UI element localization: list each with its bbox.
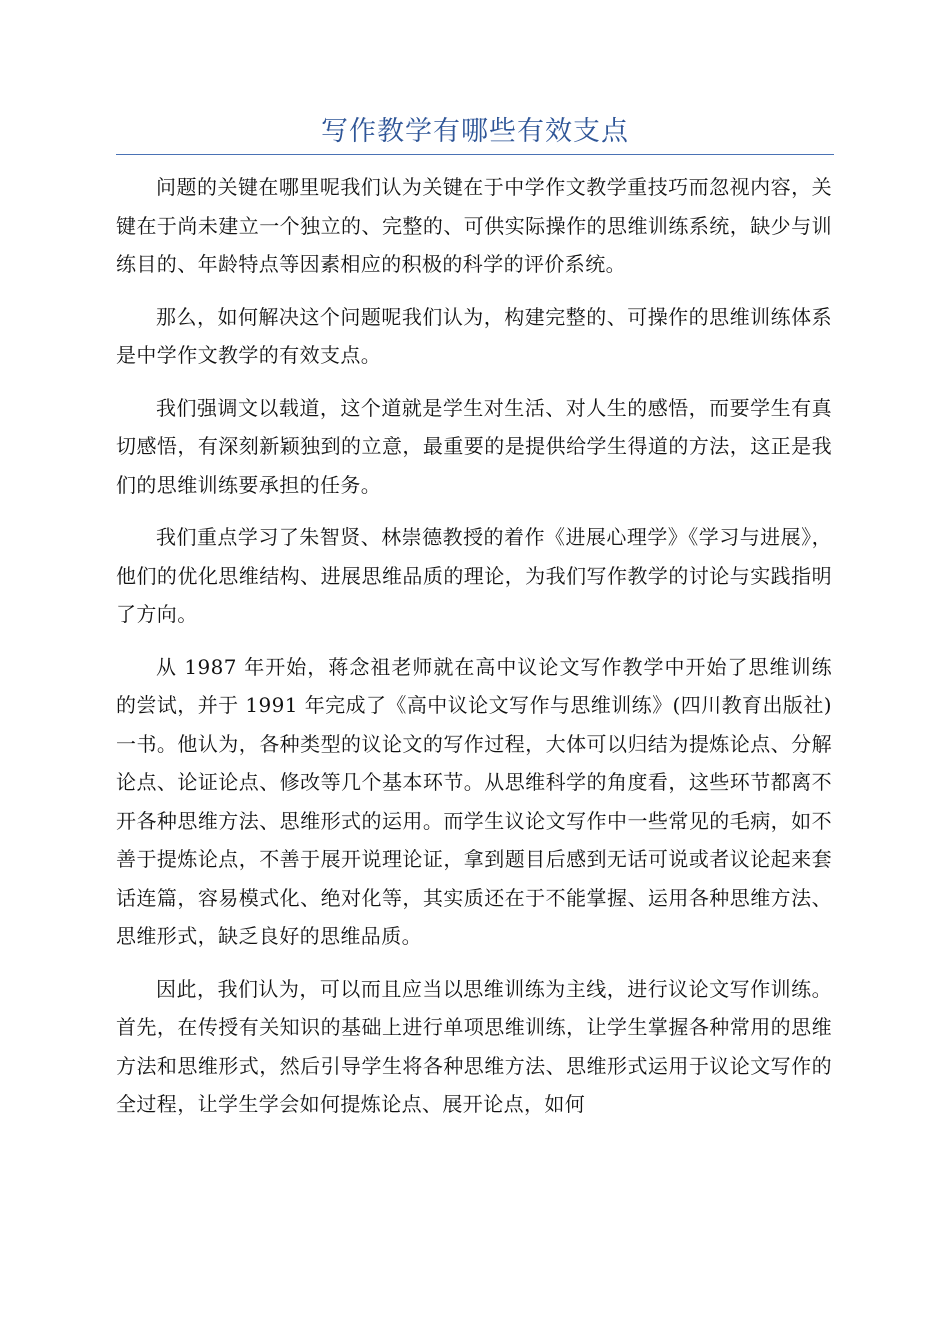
document-body [116,168,832,1138]
title-underline [116,154,834,155]
paragraph-3: 我们强调文以载道，这个道就是学生对生活、对人生的感悟，而要学生有真切感悟，有深刻新颖独到的立意，最重要的是提供给学生得道的方法，这正是我们的思维训练要承担的任务。 [116,395,832,497]
paragraph-4: 我们重点学习了朱智贤、林崇德教授的着作《进展心理学》《学习与进展》，他们的优化思维结构、进展思维品质的理论，为我们写作教学的讨论与实践指明了方向。 [116,525,832,626]
document-title: 写作教学有哪些有效支点 [321,116,629,147]
paragraph-2: 那么，如何解决这个问题呢我们认为，构建完整的、可操作的思维训练体系是中学作文教学的有效支点。 [116,304,832,367]
paragraph-5: 从 1987 年开始，蒋念祖老师就在高中议论文写作教学中开始了思维训练的尝试，并于 1991 年完成了《高中议论文写作与思维训练》(四川教育出版社)一书。他认为，各种类型的议论文的写作过程，大体可以归结为提炼论点、分解论点、论证论点、修改等几个基本环节。从思维科学的角度看，这些环节都离不开各种思维方法、思维形式的运用。而学生议论文写作中一些常见的毛病，如不善于提炼论点，不善于展开说理论证，拿到题目后感到无话可说或者议论起来套话连篇，容易模式化、绝对化等，其实质还在于不能掌握、运用各种思维方法、思维形式，缺乏良好的思维品质。 [116,654,832,948]
paragraph-1: 问题的关键在哪里呢我们认为关键在于中学作文教学重技巧而忽视内容，关键在于尚未建立一个独立的、完整的、可供实际操作的思维训练系统，缺少与训练目的、年龄特点等因素相应的积极的科学的评价系统。 [116,175,832,276]
paragraph-6: 因此，我们认为，可以而且应当以思维训练为主线，进行议论文写作训练。首先，在传授有关知识的基础上进行单项思维训练，让学生掌握各种常用的思维方法和思维形式，然后引导学生将各种思维方法、思维形式运用于议论文写作的全过程，让学生学会如何提炼论点、展开论点，如何 [116,976,832,1116]
